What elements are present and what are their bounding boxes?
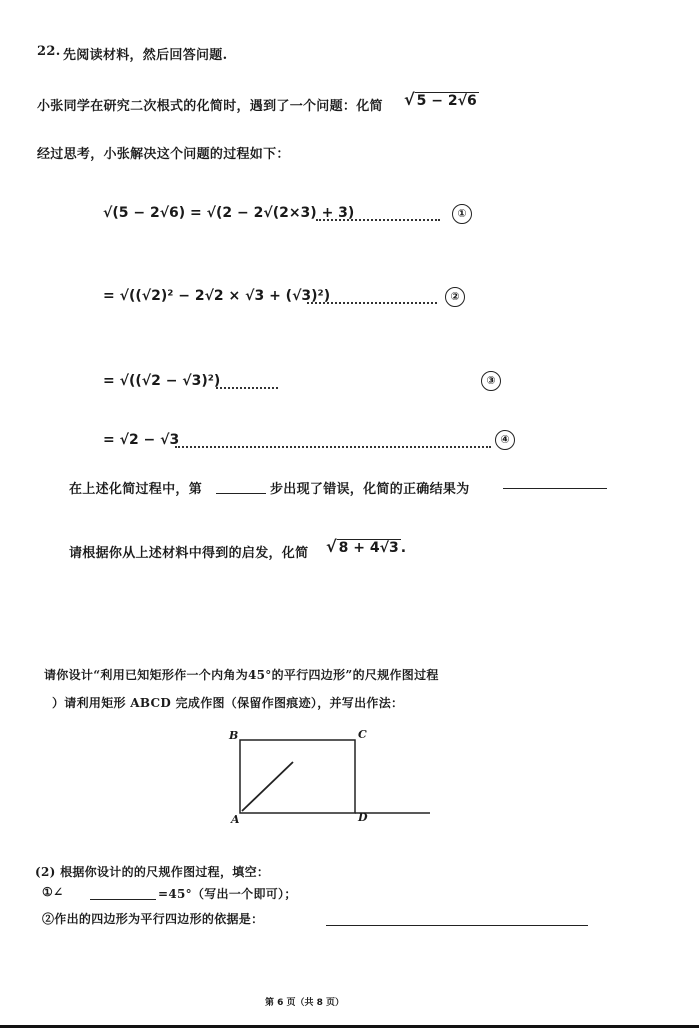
step-4-mark: ④ <box>495 430 515 450</box>
part1-text-a: 在上述化简过程中，第 <box>69 482 203 497</box>
q23-part1: ）请利用矩形 ABCD 完成作图（保留作图痕迹），并写出作法： <box>52 696 404 710</box>
correct-result-blank[interactable] <box>503 488 607 489</box>
part2-text: 请根据你从上述材料中得到的启发，化简 <box>69 546 309 561</box>
part2-period: . <box>400 540 407 556</box>
question-intro: 先阅读材料，然后回答问题. <box>63 48 228 63</box>
vertex-a-label: A <box>231 813 240 826</box>
page-footer: 第 6 页（共 8 页） <box>265 998 345 1008</box>
construction-line <box>242 762 293 811</box>
rectangle-figure <box>225 727 440 827</box>
step-1-mark: ① <box>452 204 472 224</box>
step-2-leader <box>307 302 437 304</box>
vertex-d-label: D <box>358 811 368 824</box>
step-3-expression: = √((√2 − √3)²) <box>103 373 221 389</box>
part2-radicand: 8 + 4√3 <box>338 540 399 556</box>
q23-sub2-title: (2) 根据你设计的的尺规作图过程，填空： <box>35 865 270 879</box>
problem-statement: 小张同学在研究二次根式的化简时，遇到了一个问题：化简 <box>37 99 383 114</box>
problem-radical: √ 5 − 2√6 <box>404 90 477 109</box>
basis-blank[interactable] <box>326 925 588 926</box>
step-4-expression: = √2 − √3 <box>103 432 180 448</box>
q23-instruction: 请你设计“利用已知矩形作一个内角为45°的平行四边形”的尺规作图过程 <box>44 668 439 682</box>
q23-item2: ②作出的四边形为平行四边形的依据是： <box>42 912 264 926</box>
problem-radicand: 5 − 2√6 <box>416 93 477 109</box>
vertex-b-label: B <box>229 729 239 742</box>
question-number: 22. <box>37 44 61 59</box>
part2-radical: √ 8 + 4√3 . <box>326 537 407 556</box>
step-1-expression: √(5 − 2√6) = √(2 − 2√(2×3) + 3) <box>103 205 355 221</box>
q23-item1-b: =45°（写出一个即可）； <box>158 887 297 901</box>
q23-item1-a: ①∠ <box>42 885 64 899</box>
page-bottom-border <box>0 1025 699 1028</box>
step-3-leader <box>216 387 278 389</box>
process-intro: 经过思考，小张解决这个问题的过程如下： <box>37 147 290 162</box>
rectangle-abcd <box>240 740 355 813</box>
step-2-expression: = √((√2)² − 2√2 × √3 + (√3)²) <box>103 288 331 304</box>
vertex-c-label: C <box>358 728 367 741</box>
step-1-leader <box>316 219 440 221</box>
part1-text-b: 步出现了错误，化简的正确结果为 <box>270 482 470 497</box>
step-2-mark: ② <box>445 287 465 307</box>
step-4-leader <box>175 446 491 448</box>
angle-blank[interactable] <box>90 899 156 900</box>
step-3-mark: ③ <box>481 371 501 391</box>
error-step-blank[interactable] <box>216 493 266 494</box>
